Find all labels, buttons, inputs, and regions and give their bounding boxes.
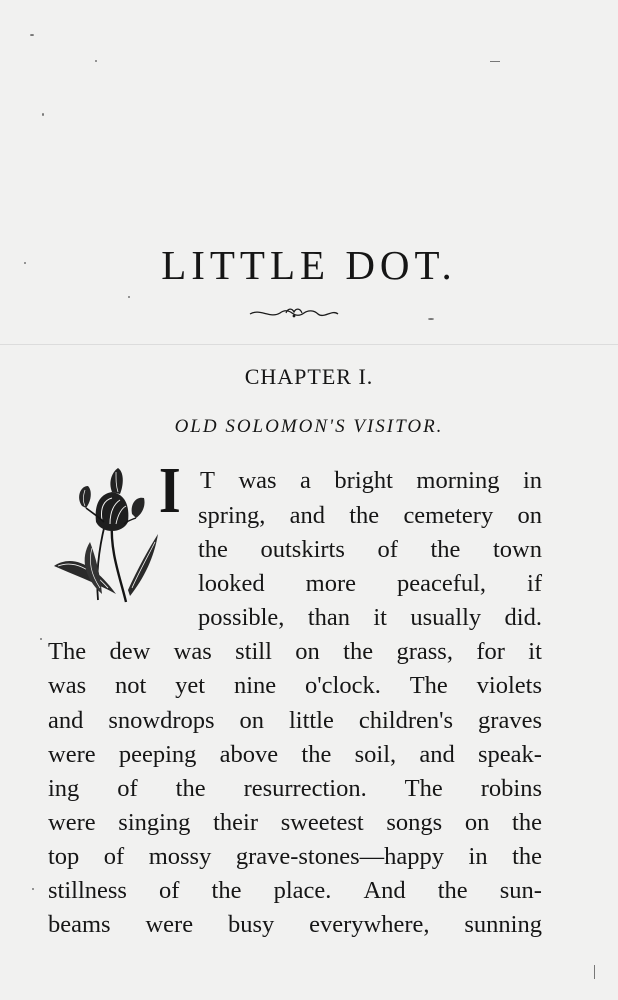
text-line: T was a bright morning in <box>200 467 542 494</box>
chapter-heading: CHAPTER I. <box>244 364 374 389</box>
chapter-subtitle: OLD SOLOMON'S VISITOR. <box>174 416 444 437</box>
text-line: the outskirts of the town <box>198 536 542 563</box>
text-line: were singing their sweetest songs on the <box>48 809 542 836</box>
tulip-illustration <box>50 462 162 604</box>
text-line: and snowdrops on little children's graves <box>48 707 542 734</box>
print-speck <box>40 638 42 640</box>
text-line: The dew was still on the grass, for it <box>48 638 542 665</box>
page-crease <box>0 344 618 345</box>
text-line: stillness of the place. And the sun- <box>48 877 542 904</box>
text-line: ing of the resurrection. The robins <box>48 775 542 802</box>
text-line: possible, than it usually did. <box>198 604 542 631</box>
text-line: top of mossy grave-stones—happy in the <box>48 843 542 870</box>
text-line: was not yet nine o'clock. The violets <box>48 672 542 699</box>
text-line: looked more peaceful, if <box>198 570 542 597</box>
ornament-flourish <box>248 305 340 321</box>
drop-cap-letter: I <box>159 454 181 527</box>
book-title: LITTLE DOT. <box>161 242 457 289</box>
print-speck <box>95 60 97 62</box>
text-line: beams were busy everywhere, sunning <box>48 911 542 938</box>
print-speck <box>594 965 595 979</box>
text-line: spring, and the cemetery on <box>198 502 542 529</box>
print-speck <box>428 318 434 320</box>
print-speck <box>30 34 34 36</box>
text-line: were peeping above the soil, and speak- <box>48 741 542 768</box>
print-speck <box>128 296 130 298</box>
print-speck <box>42 113 44 116</box>
drop-cap-initial <box>159 454 181 527</box>
print-speck <box>32 888 34 890</box>
print-speck <box>490 61 500 62</box>
